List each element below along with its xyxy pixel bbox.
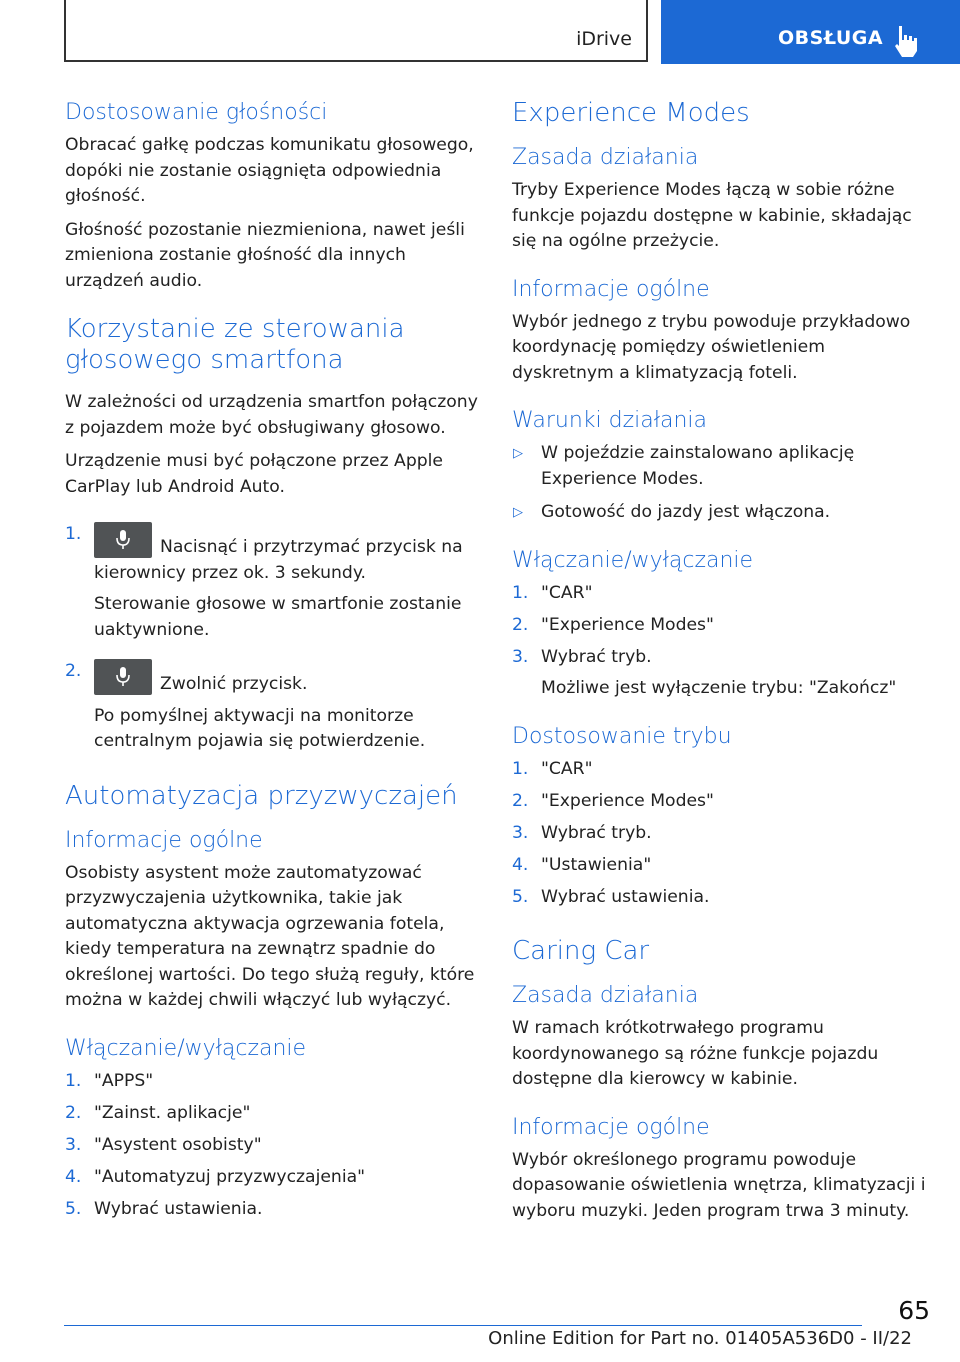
triangle-bullet-icon: ▷ <box>513 446 523 461</box>
list-item <box>65 1197 480 1223</box>
step-number: 2. <box>65 661 82 681</box>
page-number: 65 <box>898 1296 930 1325</box>
list-item <box>65 1101 480 1127</box>
step-number: 5. <box>65 1198 82 1219</box>
step-text: Wybrać ustawienia. <box>541 886 710 907</box>
experience-principle-heading: Zasada działania <box>512 145 699 170</box>
smartphone-voice-heading: Korzystanie ze sterowania głosowego smartfona <box>65 314 405 375</box>
list-item <box>65 1133 480 1159</box>
smartphone-voice-paragraph-2: Urządzenie musi być połączone przez Apple CarPlay lub Android Auto. <box>65 451 443 497</box>
automation-onoff-heading: Włączanie/wyłączanie <box>65 1035 307 1061</box>
list-item <box>512 441 932 492</box>
step-number: 5. <box>512 886 529 907</box>
list-item <box>512 645 932 702</box>
list-item <box>65 1165 480 1191</box>
list-item <box>512 757 932 783</box>
step-text: Wybrać tryb. <box>541 822 652 843</box>
list-item <box>512 581 932 607</box>
step-number: 3. <box>65 1134 82 1155</box>
list-item <box>512 853 932 879</box>
volume-paragraph-1: Obracać gałkę podczas komunikatu głosowego, dopóki nie zostanie osiągnięta odpowiednia głośność. <box>65 135 474 206</box>
experience-conditions-heading: Warunki działania <box>512 408 707 433</box>
automation-info-heading: Informacje ogólne <box>65 827 263 853</box>
step-text: "Zainst. aplikacje" <box>94 1102 251 1123</box>
experience-onoff-steps <box>512 581 932 702</box>
step-number: 1. <box>65 1070 82 1091</box>
step-number: 2. <box>512 614 529 635</box>
left-column <box>65 98 480 1229</box>
step-text: "CAR" <box>541 758 593 779</box>
step-result: Po pomyślnej aktywacji na monitorze centralnym pojawia się potwierdzenie. <box>94 705 426 751</box>
experience-adjust-steps <box>512 757 932 911</box>
step-text: "Ustawienia" <box>541 854 652 875</box>
section-label: iDrive <box>576 28 632 50</box>
step-text: Zwolnić przycisk. <box>160 674 308 694</box>
step-text: "Automatyzuj przyzwyczajenia" <box>94 1166 366 1187</box>
automation-info-paragraph: Osobisty asystent może zautomatyzować przyzwyczajenia użytkownika, takie jak automatyczna aktywacja ogrzewania fotela, kiedy temperatura na zewnątrz spadnie do określonej wartości. Do tego służą reguły, które można w każdej chwili włączyć lub wyłączyć. <box>65 862 475 1010</box>
list-item-text: W pojeździe zainstalowano aplikację Experience Modes. <box>541 443 855 489</box>
smartphone-voice-steps <box>65 522 480 755</box>
list-item <box>65 659 480 755</box>
automation-heading: Automatyzacja przyzwyczajeń <box>65 780 458 811</box>
step-text: Wybrać tryb. <box>541 646 652 667</box>
experience-conditions-list <box>512 441 932 526</box>
voice-button-icon <box>94 522 152 558</box>
list-item <box>512 885 932 911</box>
experience-adjust-heading: Dostosowanie trybu <box>512 723 732 749</box>
right-column <box>512 98 932 1232</box>
step-number: 1. <box>512 582 529 603</box>
step-number: 1. <box>65 524 82 544</box>
experience-info-paragraph: Wybór jednego z trybu powoduje przykładowo koordynację pomiędzy oświetleniem dyskretnym a klimatyzacją foteli. <box>512 311 911 383</box>
list-item <box>65 1069 480 1095</box>
hand-pointer-icon <box>893 24 919 58</box>
experience-onoff-heading: Włączanie/wyłączanie <box>512 547 754 573</box>
caring-car-principle-paragraph: W ramach krótkotrwałego programu koordynowanego są różne funkcje pojazdu dostępne dla kierowcy w kabinie. <box>512 1018 879 1089</box>
step-text: "APPS" <box>94 1070 154 1091</box>
step-number: 1. <box>512 758 529 779</box>
experience-principle-paragraph: Tryby Experience Modes łączą w sobie różne funkcje pojazdu dostępne w kabinie, składając się na ogólne przeżycie. <box>512 180 912 251</box>
smartphone-voice-paragraph-1: W zależności od urządzenia smartfon połączony z pojazdem może być obsługiwany głosowo. <box>65 392 478 438</box>
list-item <box>512 789 932 815</box>
step-number: 3. <box>512 822 529 843</box>
experience-info-heading: Informacje ogólne <box>512 276 710 302</box>
footer-divider <box>64 1325 862 1326</box>
step-number: 2. <box>512 790 529 811</box>
list-item <box>512 500 932 526</box>
volume-heading: Dostosowanie głośności <box>65 100 328 125</box>
voice-button-icon <box>94 659 152 695</box>
caring-car-heading: Caring Car <box>512 936 650 966</box>
triangle-bullet-icon: ▷ <box>513 505 523 520</box>
step-number: 4. <box>65 1166 82 1187</box>
caring-car-info-heading: Informacje ogólne <box>512 1114 710 1140</box>
automation-onoff-steps <box>65 1069 480 1223</box>
experience-modes-heading: Experience Modes <box>512 98 750 128</box>
step-number: 2. <box>65 1102 82 1123</box>
list-item <box>512 821 932 847</box>
step-text: "CAR" <box>541 582 593 603</box>
step-text: "Asystent osobisty" <box>94 1134 262 1155</box>
chapter-tab-label: OBSŁUGA <box>778 27 884 49</box>
list-item <box>65 522 480 643</box>
step-number: 4. <box>512 854 529 875</box>
step-text: "Experience Modes" <box>541 790 714 811</box>
chapter-tab <box>661 0 960 64</box>
volume-paragraph-2: Głośność pozostanie niezmieniona, nawet jeśli zmieniona zostanie głośność dla innych urządzeń audio. <box>65 219 465 291</box>
step-text: "Experience Modes" <box>541 614 714 635</box>
list-item <box>512 613 932 639</box>
step-result: Możliwe jest wyłączenie trybu: "Zakończ" <box>541 678 897 698</box>
edition-footer: Online Edition for Part no. 01405A536D0 - II/22 <box>488 1328 912 1349</box>
list-item-text: Gotowość do jazdy jest włączona. <box>541 502 831 522</box>
step-number: 3. <box>512 646 529 667</box>
header-section-box <box>64 0 648 62</box>
step-text: Wybrać ustawienia. <box>94 1198 263 1219</box>
step-text: Nacisnąć i przytrzymać przycisk na kierownicy przez ok. 3 sekundy. <box>94 537 463 583</box>
caring-car-info-paragraph: Wybór określonego programu powoduje dopasowanie oświetlenia wnętrza, klimatyzacji i wyboru muzyki. Jeden program trwa 3 minuty. <box>512 1149 926 1221</box>
caring-car-principle-heading: Zasada działania <box>512 983 699 1008</box>
step-result: Sterowanie głosowe w smartfonie zostanie uaktywnione. <box>94 594 462 640</box>
